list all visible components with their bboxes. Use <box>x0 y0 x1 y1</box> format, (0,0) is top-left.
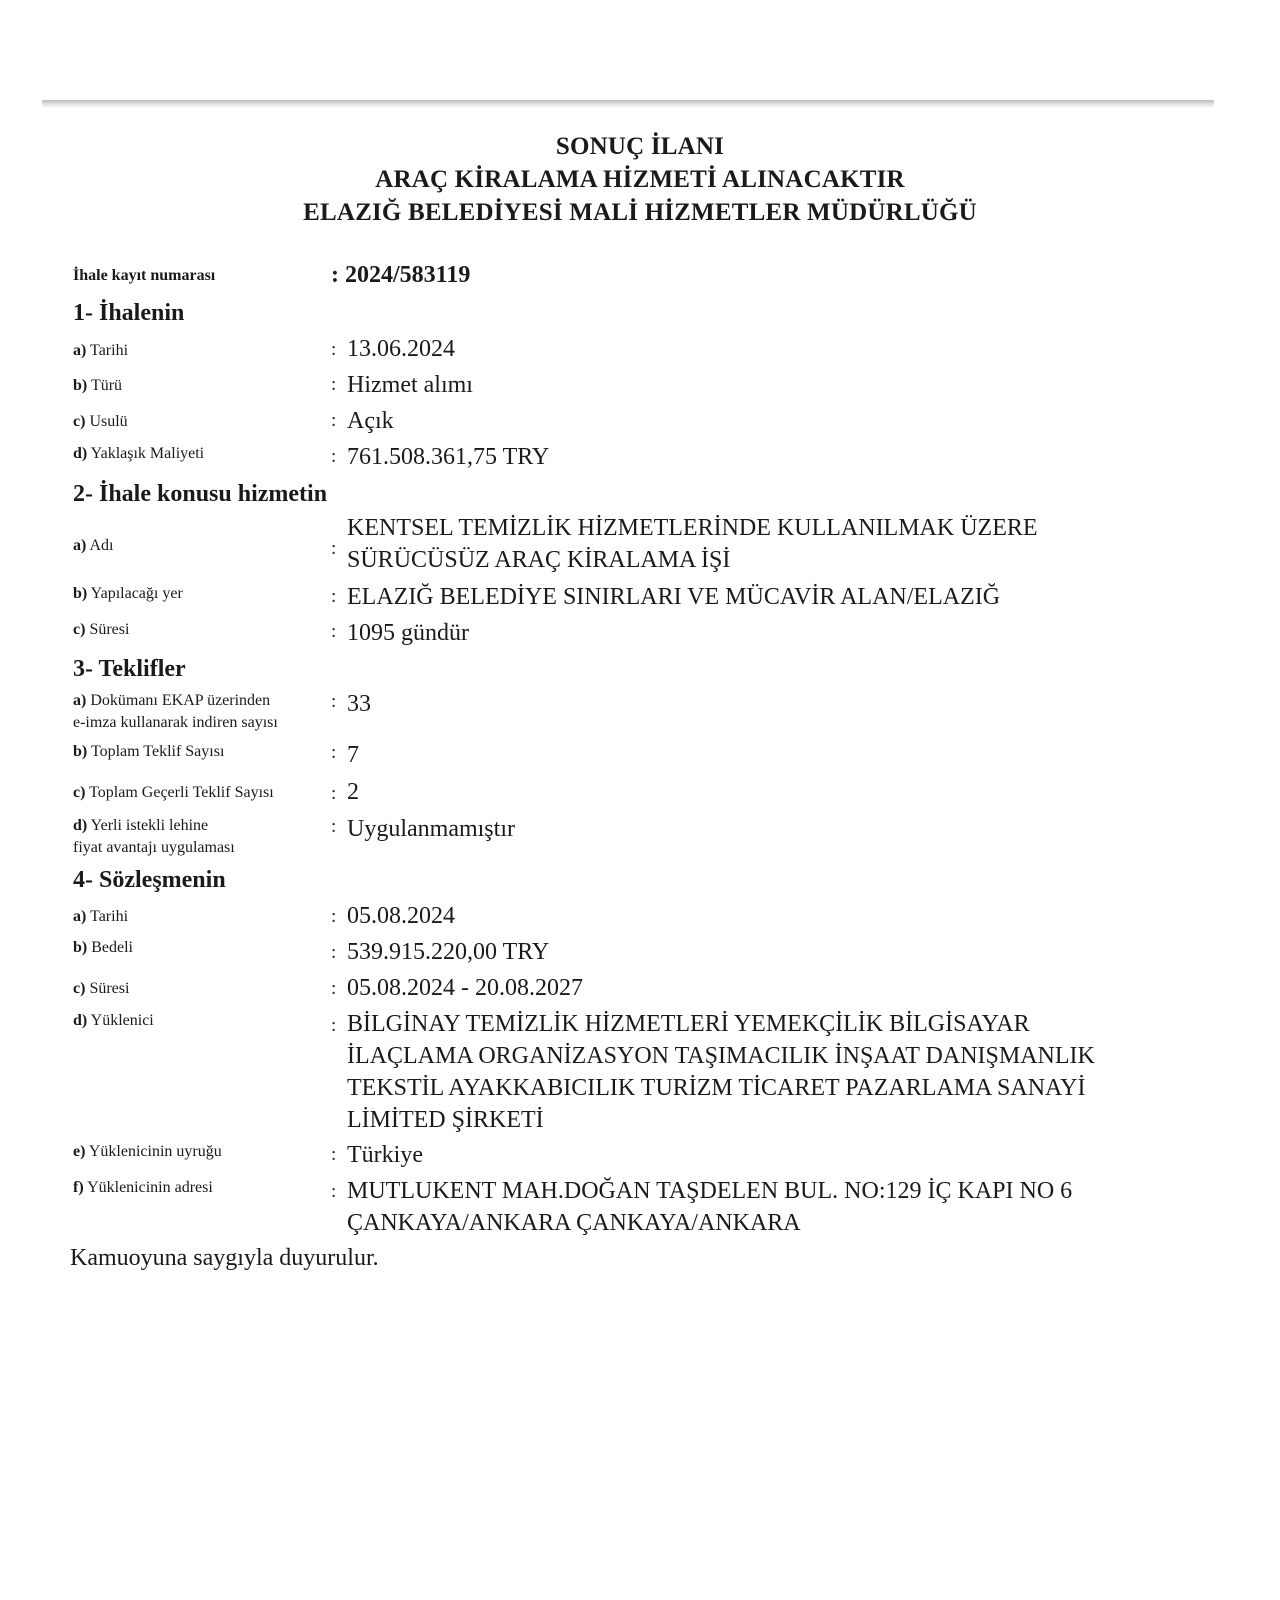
section-1-title: 1- İhalenin <box>73 300 185 326</box>
s1-b-value: Hizmet alımı <box>347 372 473 398</box>
s4-b-label: b) Bedeli <box>73 939 133 956</box>
colon: : <box>331 742 337 763</box>
colon: : <box>331 374 337 395</box>
s3-a-label: a) Dokümanı EKAP üzerinden e-imza kullanarak indiren sayısı <box>73 692 278 731</box>
heading-line-1: SONUÇ İLANI <box>555 133 725 160</box>
colon: : <box>331 339 337 360</box>
s4-f-value: MUTLUKENT MAH.DOĞAN TAŞDELEN BUL. NO:129 İÇ KAPI NO 6 ÇANKAYA/ANKARA ÇANKAYA/ANKARA <box>347 1178 1073 1236</box>
colon: : <box>331 783 337 804</box>
registry-value: : 2024/583119 <box>331 262 471 288</box>
colon: : <box>331 410 337 431</box>
s3-b-value: 7 <box>347 742 359 768</box>
s2-b-label: b) Yapılacağı yer <box>73 585 183 602</box>
section-3-title: 3- Teklifler <box>73 656 186 682</box>
s1-d-label: d) Yaklaşık Maliyeti <box>73 445 205 462</box>
s1-b-label: b) Türü <box>73 377 123 394</box>
s2-a-label: a) Adı <box>73 537 114 554</box>
s4-a-label: a) Tarihi <box>73 908 129 925</box>
colon: : <box>331 621 337 642</box>
s1-c-label: c) Usulü <box>73 413 128 430</box>
registry-label: İhale kayıt numarası <box>73 267 216 284</box>
s4-c-value: 05.08.2024 - 20.08.2027 <box>347 975 583 1001</box>
s2-a-value: KENTSEL TEMİZLİK HİZMETLERİNDE KULLANILMAK ÜZERE SÜRÜCÜSÜZ ARAÇ KİRALAMA İŞİ <box>347 515 1038 573</box>
s4-d-value: BİLGİNAY TEMİZLİK HİZMETLERİ YEMEKÇİLİK BİLGİSAYAR İLAÇLAMA ORGANİZASYON TAŞIMACILIK İNŞAAT DANIŞMANLIK TEKSTİL AYAKKABICILIK TURİZM TİCARET PAZARLAMA SANAYİ LİMİTED ŞİRKETİ <box>347 1011 1095 1133</box>
s1-a-label: a) Tarihi <box>73 342 129 359</box>
s4-c-label: c) Süresi <box>73 980 130 997</box>
colon: : <box>331 691 337 712</box>
colon: : <box>331 586 337 607</box>
colon: : <box>331 816 337 837</box>
colon: : <box>331 942 337 963</box>
colon: : <box>331 906 337 927</box>
section-4-title: 4- Sözleşmenin <box>73 867 226 893</box>
s4-d-label: d) Yüklenici <box>73 1012 154 1029</box>
colon: : <box>331 446 337 467</box>
heading-line-2: ARAÇ KİRALAMA HİZMETİ ALINACAKTIR <box>375 166 905 193</box>
s1-c-value: Açık <box>347 408 394 434</box>
section-2-title: 2- İhale konusu hizmetin <box>73 481 328 507</box>
s1-d-value: 761.508.361,75 TRY <box>347 444 550 470</box>
s3-c-label: c) Toplam Geçerli Teklif Sayısı <box>73 784 274 801</box>
s3-b-label: b) Toplam Teklif Sayısı <box>73 743 225 760</box>
s3-d-label: d) Yerli istekli lehine fiyat avantajı uygulaması <box>73 817 235 856</box>
colon: : <box>331 1144 337 1165</box>
s4-e-label: e) Yüklenicinin uyruğu <box>73 1143 222 1160</box>
heading-line-3: ELAZIĞ BELEDİYESİ MALİ HİZMETLER MÜDÜRLÜĞÜ <box>303 199 977 226</box>
s2-b-value: ELAZIĞ BELEDİYE SINIRLARI VE MÜCAVİR ALAN/ELAZIĞ <box>347 584 1001 610</box>
s4-b-value: 539.915.220,00 TRY <box>347 939 550 965</box>
colon: : <box>331 1181 337 1202</box>
s2-c-label: c) Süresi <box>73 621 130 638</box>
colon: : <box>331 978 337 999</box>
closing-statement: Kamuoyuna saygıyla duyurulur. <box>70 1245 379 1271</box>
colon: : <box>331 1015 337 1036</box>
s3-a-value: 33 <box>347 691 371 717</box>
s4-a-value: 05.08.2024 <box>347 903 455 929</box>
s3-d-value: Uygulanmamıştır <box>347 816 515 842</box>
s4-f-label: f) Yüklenicinin adresi <box>73 1179 213 1196</box>
s3-c-value: 2 <box>347 779 359 805</box>
s1-a-value: 13.06.2024 <box>347 336 455 362</box>
s2-c-value: 1095 gündür <box>347 620 469 646</box>
colon: : <box>331 538 337 559</box>
s4-e-value: Türkiye <box>347 1142 423 1168</box>
